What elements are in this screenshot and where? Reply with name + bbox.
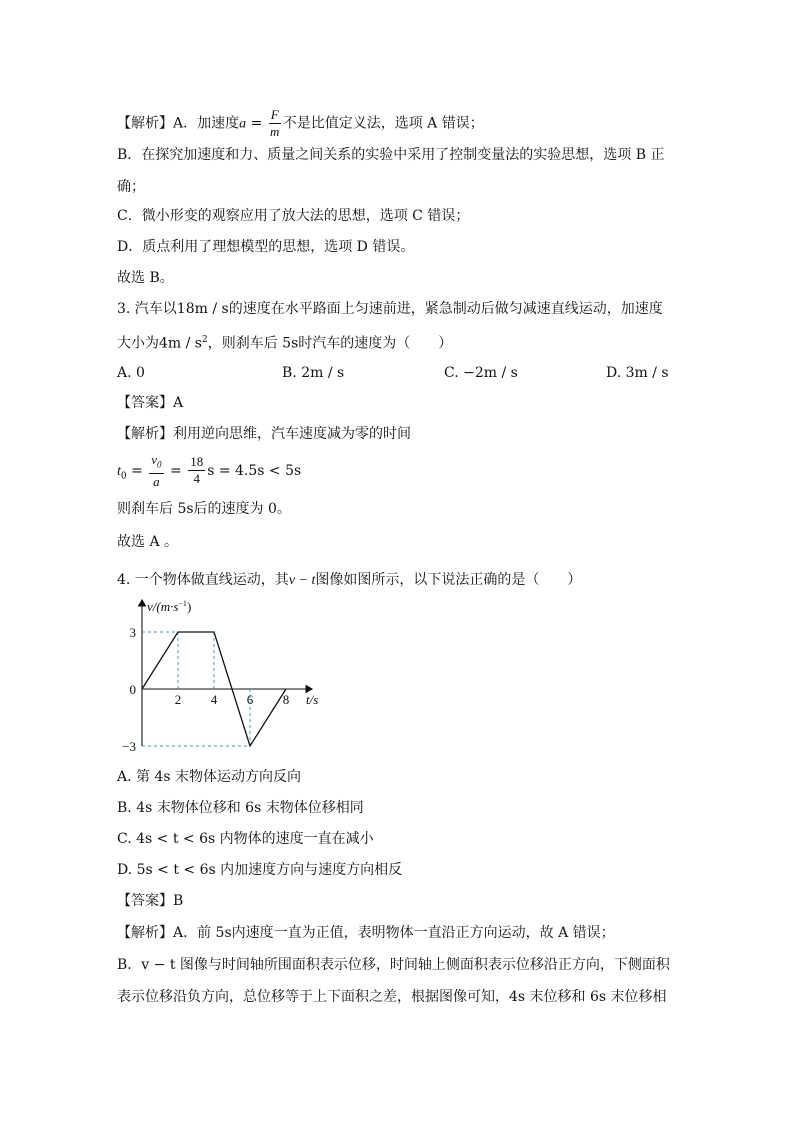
- q3-answer: 【答案】A: [117, 395, 184, 411]
- y-tick-label: 3: [129, 625, 136, 640]
- q3-analysis: 【解析】利用逆向思维，汽车速度减为零的时间: [117, 426, 411, 442]
- q4-analysis-b1: B．v − t 图像与时间轴所围面积表示位移，时间轴上侧面积表示位移沿正方向，下侧面积: [117, 957, 670, 973]
- x-tick-label: 2: [174, 692, 182, 707]
- q4-analysis-a: 【解析】A．前 5s内速度一直为正值，表明物体一直沿正方向运动，故 A 错误；: [117, 925, 615, 941]
- x-tick-label: 6: [246, 692, 254, 707]
- q3-option-d: D. 3m / s: [606, 365, 669, 381]
- analysis-b-line1: B．在探究加速度和力、质量之间关系的实验中采用了控制变量法的实验思想，选项 B 正: [117, 147, 665, 163]
- q3-option-b: B. 2m / s: [282, 365, 345, 381]
- vt-graph: [117, 592, 327, 754]
- analysis-d-line: D．质点利用了理想模型的思想，选项 D 错误。: [117, 239, 415, 255]
- q3-after: 则刹车后 5s后的速度为 0。: [117, 501, 291, 517]
- analysis-b-line2: 确；: [117, 179, 145, 195]
- q4-stem: 4. 一个物体做直线运动，其v − t图像如图所示，以下说法正确的是（ ）: [117, 572, 582, 588]
- q4-option-c: C. 4s < t < 6s 内物体的速度一直在减小: [117, 831, 374, 847]
- y-tick-label: −3: [122, 739, 136, 754]
- q3-formula: $t_0$ = $\frac{v_0}{a}$ = $\frac{18}{4}$ s = 4.5s < 5s: [117, 452, 302, 489]
- analysis-c-line: C．微小形变的观察应用了放大法的思想，选项 C 错误；: [117, 208, 470, 224]
- fraction-18-over-4: $\frac{18}{4}$: [190, 454, 204, 487]
- q3-option-a: A. 0: [117, 365, 145, 381]
- q3-stem-line1: 3. 汽车以18m / s的速度在水平路面上匀速前进，紧急制动后做匀减速直线运动，加速度: [117, 301, 663, 317]
- q3-conclusion: 故选 A 。: [117, 534, 179, 550]
- x-axis-label: t/s: [306, 692, 319, 707]
- y-tick-label: 0: [129, 682, 136, 697]
- analysis-a-line: 【解析】A．加速度a = $\frac{F}{m}$ 不是比值定义法，选项 A 错误；: [117, 107, 484, 139]
- y-axis-label: $v/(m\cdot s^{-1})$: [147, 599, 192, 614]
- x-tick-label: 8: [282, 692, 290, 707]
- fraction-f-over-m: $\frac{F}{m}$: [270, 107, 280, 139]
- analysis-tag: 【解析】: [117, 115, 173, 132]
- q4-analysis-b2: 表示位移沿负方向，总位移等于上下面积之差，根据图像可知，4s 末位移和 6s 末位移相: [117, 989, 667, 1005]
- q4-option-a: A. 第 4s 末物体运动方向反向: [117, 769, 302, 785]
- q3-stem-line2: 大小为$4m / s^2$，则刹车后 5s时汽车的速度为（ ）: [117, 335, 453, 352]
- q4-option-d: D. 5s < t < 6s 内加速度方向与速度方向相反: [117, 862, 403, 878]
- x-tick-label: 4: [210, 692, 218, 707]
- analysis-conclusion: 故选 B。: [117, 270, 174, 286]
- q4-option-b: B. 4s 末物体位移和 6s 末物体位移相同: [117, 800, 364, 816]
- q4-answer: 【答案】B: [117, 893, 184, 909]
- fraction-v0-over-a: $\frac{v_0}{a}$: [151, 452, 162, 489]
- q3-option-c: C. −2m / s: [444, 365, 518, 381]
